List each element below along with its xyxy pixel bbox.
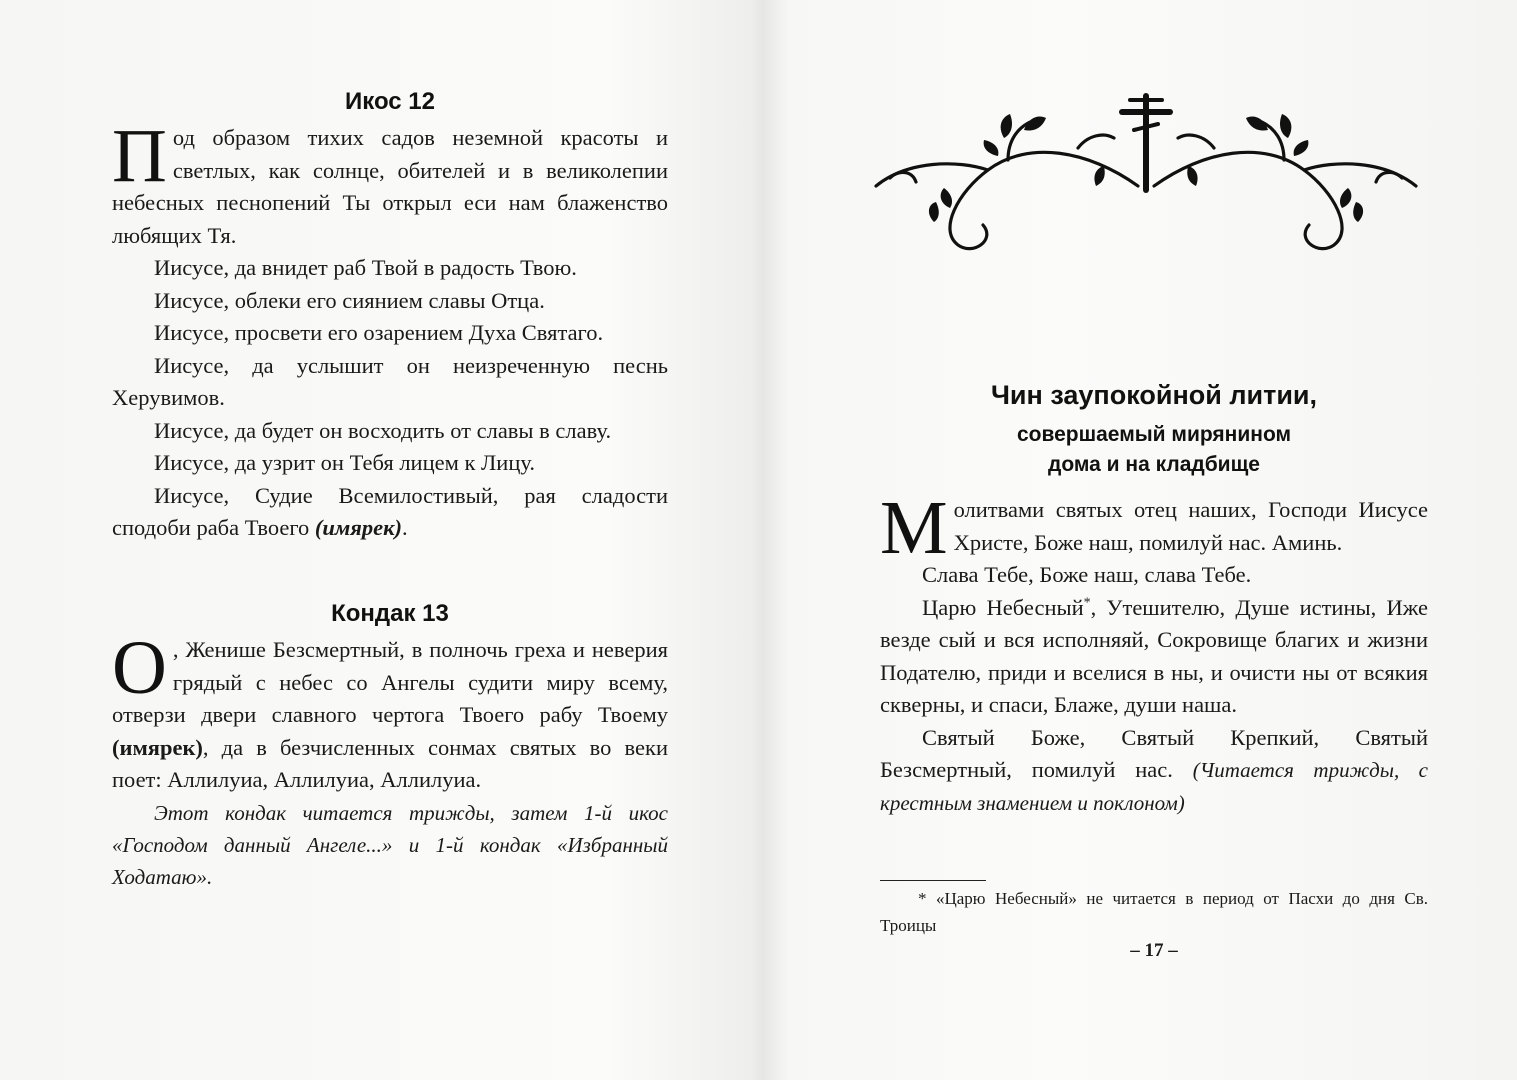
slava-line: Слава Тебе, Боже наш, слава Тебе. (922, 562, 1252, 587)
punctuation: . (402, 515, 408, 540)
ikos-line: Иисусе, облеки его сиянием славы Отца. (154, 287, 545, 313)
page-number: – 17 – (1130, 940, 1178, 961)
subtitle-line: совершаемый мирянином (1016, 423, 1292, 446)
dropcap-letter: П (112, 114, 167, 198)
left-page (112, 0, 668, 1080)
ikos-last-line (112, 480, 668, 545)
ikos-text (112, 114, 668, 545)
kondak-text-post: , да в безчисленных сонмах святых во веки поет: Аллилуиа, Аллилуиа, Аллилуиа. (112, 734, 668, 792)
ikos-line: Иисусе, да узрит он Тебя лицем к Лицу. (154, 450, 536, 475)
footnote: * «Царю Небесный» не читается в период от Пасхи до дня Св. Троицы (880, 889, 1428, 935)
footnote-divider (880, 880, 986, 881)
ikos-title: Икос 12 (345, 88, 435, 115)
right-page (880, 0, 1428, 1080)
litiya-subtitle (880, 420, 1428, 480)
litiya-text (880, 486, 1428, 819)
ikos-first-paragraph (112, 114, 668, 252)
litiya-first-para-text: олитвами святых отец наших, Господи Иисусе Христе, Боже наш, помилуй нас. Аминь. (953, 497, 1428, 555)
litiya-first-paragraph (880, 486, 1428, 570)
cross-ornament-icon (868, 90, 1424, 260)
name-placeholder: (имярек) (314, 515, 403, 540)
footnote-marker: * (1083, 595, 1091, 610)
dropcap-letter: О (112, 626, 167, 710)
tsaryu-text-pre: Царю Небесный (922, 594, 1084, 620)
ikos-line: Иисусе, просвети его озарением Духа Святаго. (154, 320, 604, 345)
trisagion-paragraph (880, 722, 1428, 820)
kondak-paragraph (112, 626, 668, 797)
litiya-title: Чин заупокойной литии, (990, 380, 1318, 410)
dropcap-letter: М (880, 486, 948, 570)
ikos-line: Иисусе, да услышит он неизреченную песнь Херувимов. (112, 352, 668, 410)
name-placeholder: (имярек) (112, 734, 203, 760)
ikos-first-para-text: од образом тихих садов неземной красоты и светлых, как солнце, обителей и в великолепии небесных песнопений Ты открыл еси нам блаженство любящих Тя. (112, 125, 668, 248)
trisagion-note: (Читается трижды, с крестным знамением и поклоном) (880, 758, 1428, 815)
ikos-line: Иисусе, да будет он восходить от славы в славу. (154, 417, 612, 443)
ikos-last-line-text: Иисусе, Судие Всемилостивый, рая сладости сподоби раба Твоего (112, 482, 668, 540)
kondak-text-pre: , Женише Безсмертный, в полночь греха и неверия грядый с небес со Ангелы судити миру всему, отверзи двери славного чертога Твоего рабу Твоему (112, 637, 668, 727)
ikos-line: Иисусе, да внидет раб Твой в радость Твою. (154, 255, 577, 280)
kondak-title: Кондак 13 (331, 600, 449, 627)
kondak-note: Этот кондак читается трижды, затем 1-й икос «Господом данный Ангеле...» и 1-й кондак «Избранный Ходатаю». (112, 800, 668, 889)
kondak-text (112, 626, 668, 893)
subtitle-line: дома и на кладбище (1048, 453, 1260, 476)
tsaryu-text-post: , Утешителю, Душе истины, Иже везде сый и вся исполняяй, Сокровище благих и жизни Подателю, приди и вселися в ны, и очисти ны от всякия скверны, и спаси, Блаже, души наша. (880, 594, 1428, 717)
trisagion-text: Святый Боже, Святый Крепкий, Святый Безсмертный, помилуй нас. (880, 724, 1428, 782)
tsaryu-paragraph (880, 592, 1428, 722)
